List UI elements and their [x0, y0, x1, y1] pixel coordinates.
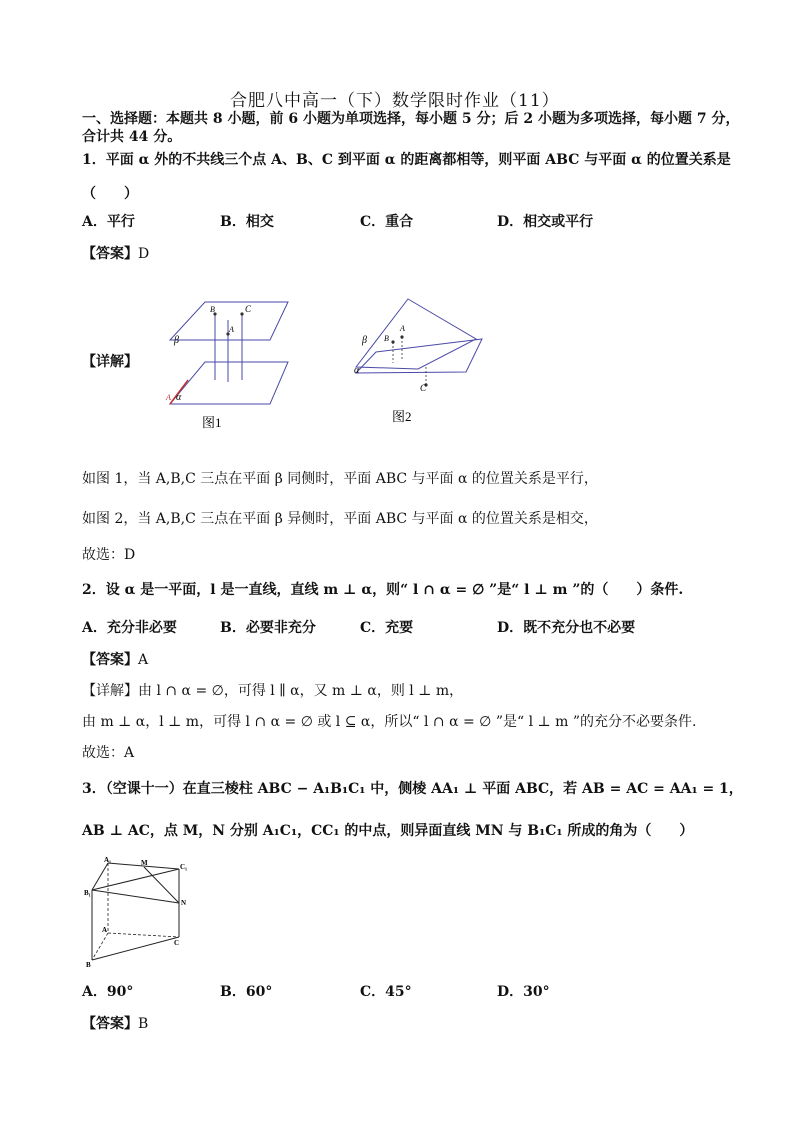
figure-1: [160, 292, 300, 432]
prism-label-c1: C₁: [180, 863, 188, 871]
fig1-point-b: B: [210, 305, 215, 314]
fig1-point-a2: A: [166, 393, 171, 402]
q1-detail-line2: 如图 2，当 A,B,C 三点在平面 β 异侧时，平面 ABC 与平面 α 的位置关系是相交，: [82, 511, 598, 527]
q3-option-b: B．60°: [220, 984, 273, 1000]
prism-label-c: C: [174, 939, 180, 947]
answer-value: B: [138, 1016, 149, 1032]
q3-option-a: A．90°: [82, 984, 134, 1000]
q3-option-c: C．45°: [360, 984, 412, 1000]
answer-label: 【答案】: [82, 652, 138, 668]
q2-stem: 2．设 α 是一平面，l 是一直线，直线 m ⊥ α，则“ l ∩ α = ∅ ”是“ l ⊥ m ”的（ ）条件.: [82, 582, 684, 598]
q3-answer: [82, 1015, 148, 1033]
prism-label-n: N: [181, 899, 187, 907]
prism-label-a: A: [102, 926, 108, 934]
fig1-label-beta: β: [174, 335, 179, 346]
q2-detail-line1: 【详解】由 l ∩ α = ∅，可得 l ∥ α，又 m ⊥ α，则 l ⊥ m，: [82, 683, 464, 699]
fig1-caption: 图1: [202, 415, 222, 430]
q1-paren: （ ）: [82, 186, 138, 202]
section-header-line1: 一、选择题：本题共 8 小题，前 6 小题为单项选择，每小题 5 分；后 2 小题为多项选择，每小题 7 分，: [82, 111, 740, 127]
q1-detail-line1: 如图 1，当 A,B,C 三点在平面 β 同侧时，平面 ABC 与平面 α 的位置关系是平行，: [82, 471, 598, 487]
fig1-point-c: C: [245, 304, 252, 314]
page-title: 合肥八中高一（下）数学限时作业（11）: [230, 91, 560, 111]
q1-option-d: D．相交或平行: [497, 214, 594, 230]
answer-value: A: [138, 652, 149, 668]
figure-2: [348, 297, 488, 427]
q2-detail-line2: 由 m ⊥ α，l ⊥ m，可得 l ∩ α = ∅ 或 l ⊆ α，所以“ l ∩ α = ∅ ”是“ l ⊥ m ”的充分不必要条件.: [82, 714, 697, 730]
q2-option-a: A．充分非必要: [82, 620, 177, 636]
section-header-line2: 合计共 44 分。: [82, 129, 182, 145]
fig2-point-a: A: [400, 324, 405, 333]
q1-detail-label: 【详解】: [82, 354, 138, 370]
fig2-caption: 图2: [392, 409, 412, 424]
prism-label-m: M: [141, 859, 148, 867]
fig1-label-alpha: α: [176, 392, 182, 403]
q2-option-c: C．充要: [360, 620, 414, 636]
prism-label-a1: A₁: [104, 856, 112, 864]
fig1-point-a: A: [229, 325, 234, 334]
fig2-label-alpha: α: [354, 365, 360, 376]
fig2-point-b: B: [384, 334, 389, 343]
q1-stem: 1．平面 α 外的不共线三个点 A、B、C 到平面 α 的距离都相等，则平面 ABC 与平面 α 的位置关系是: [82, 152, 731, 168]
q1-option-b: B．相交: [220, 214, 274, 230]
q2-answer: [82, 651, 148, 669]
answer-label: 【答案】: [82, 1016, 138, 1032]
answer-value: D: [138, 246, 150, 262]
q2-option-b: B．必要非充分: [220, 620, 316, 636]
q2-option-d: D．既不充分也不必要: [497, 620, 636, 636]
prism-label-b: B: [86, 961, 91, 969]
q2-choose: 故选：A: [82, 745, 135, 761]
fig2-label-beta: β: [362, 335, 367, 346]
fig2-point-c: C: [420, 383, 427, 393]
q3-stem-line1: 3．（空课十一）在直三棱柱 ABC − A₁B₁C₁ 中，侧棱 AA₁ ⊥ 平面 ABC，若 AB = AC = AA₁ = 1，: [82, 781, 743, 797]
q1-choose: 故选：D: [82, 547, 136, 563]
answer-label: 【答案】: [82, 246, 138, 262]
q1-answer: [82, 245, 149, 263]
prism-label-b1: B₁: [84, 889, 91, 897]
q1-option-a: A．平行: [82, 214, 135, 230]
prism-figure: [84, 855, 194, 970]
q3-option-d: D．30°: [497, 984, 550, 1000]
q1-option-c: C．重合: [360, 214, 414, 230]
q3-stem-line2: AB ⊥ AC，点 M，N 分别 A₁C₁，CC₁ 的中点，则异面直线 MN 与 B₁C₁ 所成的角为（ ）: [82, 823, 694, 839]
